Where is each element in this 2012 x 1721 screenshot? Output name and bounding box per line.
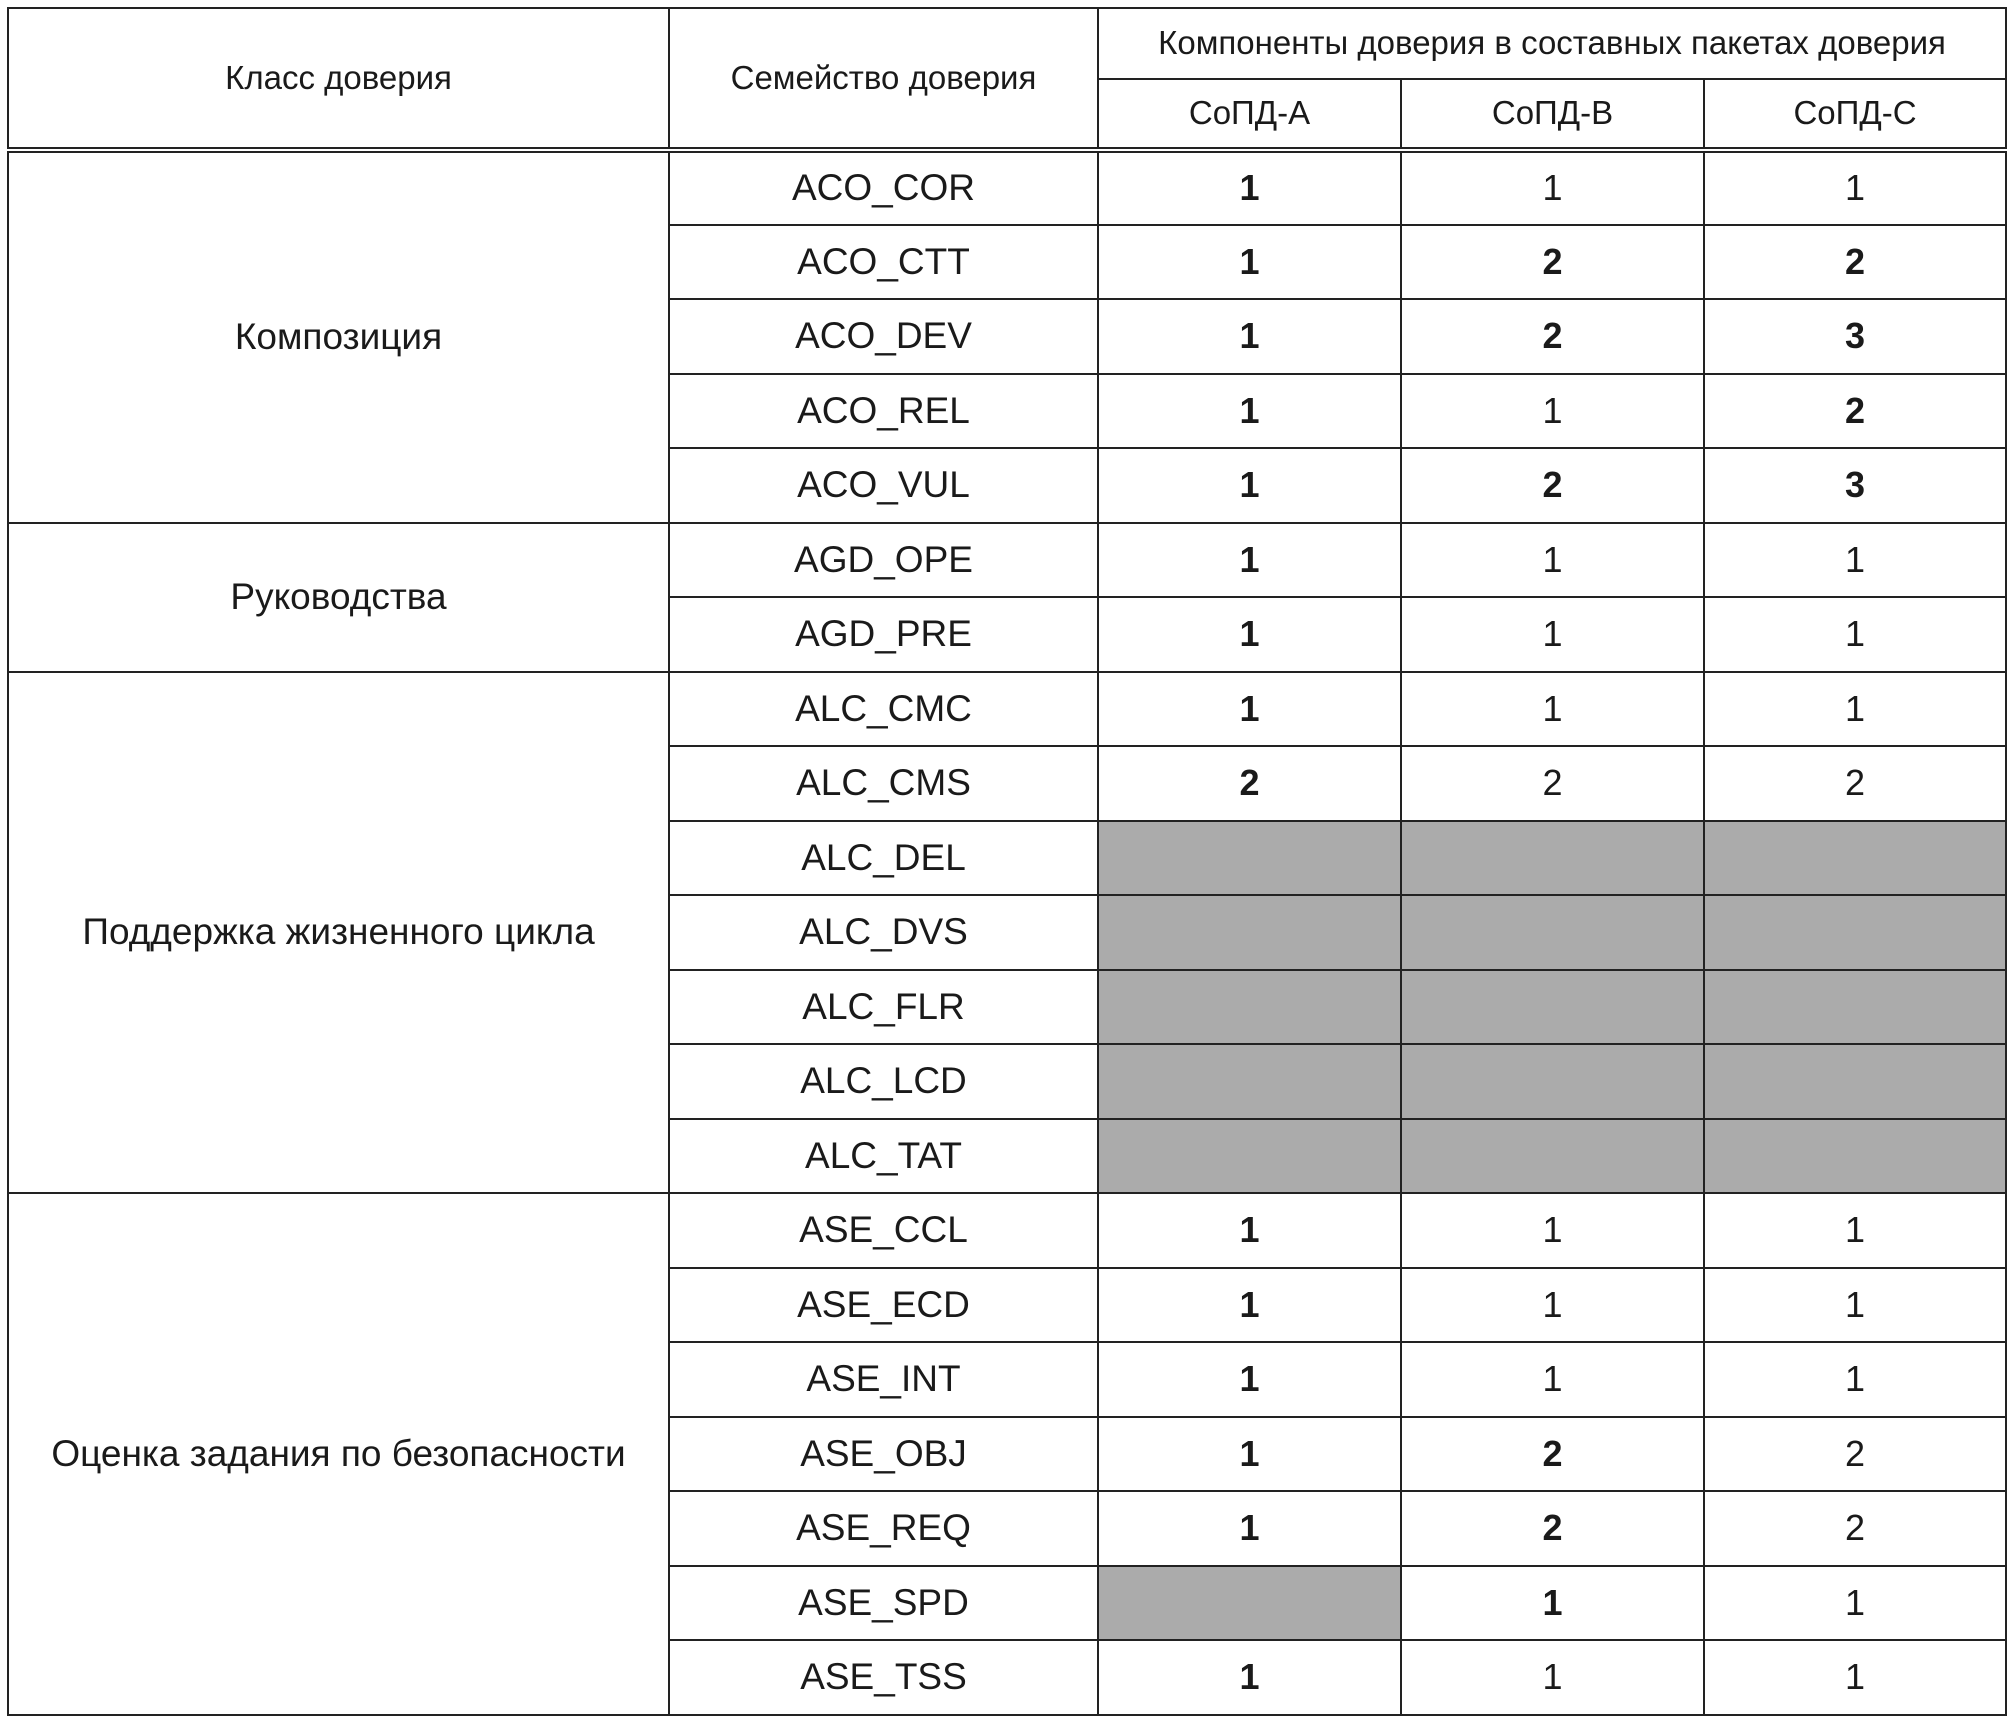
assurance-family-cell: ALC_FLR (669, 970, 1098, 1045)
assurance-family-cell: ALC_TAT (669, 1119, 1098, 1194)
component-value-cell: 1 (1401, 1268, 1704, 1343)
component-value-cell: 1 (1401, 374, 1704, 449)
table-row (8, 150, 2006, 225)
shaded-cell (1401, 1044, 1704, 1119)
header-package-c: СоПД-С (1704, 79, 2006, 150)
assurance-family-cell: ASE_INT (669, 1342, 1098, 1417)
assurance-family-cell: ALC_LCD (669, 1044, 1098, 1119)
assurance-family-cell: ACO_REL (669, 374, 1098, 449)
shaded-cell (1401, 970, 1704, 1045)
component-value-cell: 1 (1704, 672, 2006, 747)
component-value-cell: 1 (1401, 1193, 1704, 1268)
component-value-cell: 1 (1098, 299, 1401, 374)
component-value-cell: 1 (1098, 523, 1401, 598)
component-value-cell: 2 (1401, 448, 1704, 523)
component-value-cell: 1 (1704, 1566, 2006, 1641)
component-value-cell: 1 (1098, 597, 1401, 672)
assurance-family-cell: ACO_DEV (669, 299, 1098, 374)
component-value-cell: 2 (1098, 746, 1401, 821)
component-value-cell: 3 (1704, 448, 2006, 523)
component-value-cell: 2 (1704, 1417, 2006, 1492)
component-value-cell: 1 (1704, 597, 2006, 672)
assurance-family-cell: ASE_SPD (669, 1566, 1098, 1641)
assurance-family-cell: AGD_PRE (669, 597, 1098, 672)
component-value-cell: 1 (1704, 150, 2006, 225)
header-package-a: СоПД-А (1098, 79, 1401, 150)
component-value-cell: 1 (1098, 1417, 1401, 1492)
component-value-cell: 1 (1098, 1491, 1401, 1566)
assurance-family-cell: ALC_CMS (669, 746, 1098, 821)
component-value-cell: 1 (1704, 1193, 2006, 1268)
component-value-cell: 1 (1098, 1268, 1401, 1343)
assurance-class-cell: Руководства (8, 523, 669, 672)
assurance-family-cell: ASE_CCL (669, 1193, 1098, 1268)
table-row (8, 672, 2006, 747)
shaded-cell (1704, 1119, 2006, 1194)
component-value-cell: 1 (1704, 1268, 2006, 1343)
assurance-table-container (7, 7, 2007, 1716)
component-value-cell: 1 (1401, 150, 1704, 225)
component-value-cell: 1 (1704, 1342, 2006, 1417)
component-value-cell: 2 (1401, 299, 1704, 374)
shaded-cell (1704, 895, 2006, 970)
shaded-cell (1098, 1119, 1401, 1194)
component-value-cell: 2 (1401, 1491, 1704, 1566)
component-value-cell: 2 (1401, 746, 1704, 821)
shaded-cell (1401, 895, 1704, 970)
component-value-cell: 1 (1401, 1640, 1704, 1715)
assurance-family-cell: ALC_DEL (669, 821, 1098, 896)
component-value-cell: 1 (1704, 1640, 2006, 1715)
component-value-cell: 1 (1098, 448, 1401, 523)
shaded-cell (1098, 895, 1401, 970)
header-components: Компоненты доверия в составных пакетах доверия (1098, 8, 2006, 79)
assurance-family-cell: ACO_CTT (669, 225, 1098, 300)
component-value-cell: 2 (1401, 225, 1704, 300)
shaded-cell (1704, 821, 2006, 896)
table-row (8, 523, 2006, 598)
shaded-cell (1704, 970, 2006, 1045)
component-value-cell: 1 (1401, 597, 1704, 672)
assurance-class-cell: Композиция (8, 150, 669, 523)
assurance-family-cell: ACO_VUL (669, 448, 1098, 523)
component-value-cell: 2 (1704, 374, 2006, 449)
shaded-cell (1401, 821, 1704, 896)
table-body (8, 150, 2006, 1715)
assurance-family-cell: ALC_CMC (669, 672, 1098, 747)
header-assurance-class: Класс доверия (8, 8, 669, 150)
assurance-class-cell: Оценка задания по безопасности (8, 1193, 669, 1715)
assurance-table (7, 7, 2007, 1716)
table-row (8, 1193, 2006, 1268)
assurance-family-cell: ASE_ECD (669, 1268, 1098, 1343)
shaded-cell (1704, 1044, 2006, 1119)
assurance-family-cell: ASE_TSS (669, 1640, 1098, 1715)
component-value-cell: 1 (1098, 1193, 1401, 1268)
component-value-cell: 1 (1401, 1342, 1704, 1417)
component-value-cell: 1 (1098, 1640, 1401, 1715)
component-value-cell: 1 (1098, 672, 1401, 747)
component-value-cell: 3 (1704, 299, 2006, 374)
assurance-class-cell: Поддержка жизненного цикла (8, 672, 669, 1194)
component-value-cell: 1 (1098, 150, 1401, 225)
assurance-family-cell: ACO_COR (669, 150, 1098, 225)
shaded-cell (1098, 970, 1401, 1045)
assurance-family-cell: ALC_DVS (669, 895, 1098, 970)
assurance-family-cell: AGD_OPE (669, 523, 1098, 598)
component-value-cell: 2 (1704, 225, 2006, 300)
header-assurance-family: Семейство доверия (669, 8, 1098, 150)
component-value-cell: 1 (1401, 1566, 1704, 1641)
component-value-cell: 2 (1401, 1417, 1704, 1492)
shaded-cell (1098, 1044, 1401, 1119)
header-package-b: СоПД-В (1401, 79, 1704, 150)
assurance-family-cell: ASE_OBJ (669, 1417, 1098, 1492)
shaded-cell (1098, 821, 1401, 896)
component-value-cell: 1 (1098, 374, 1401, 449)
component-value-cell: 1 (1401, 672, 1704, 747)
component-value-cell: 1 (1098, 1342, 1401, 1417)
shaded-cell (1098, 1566, 1401, 1641)
assurance-family-cell: ASE_REQ (669, 1491, 1098, 1566)
component-value-cell: 2 (1704, 746, 2006, 821)
component-value-cell: 1 (1401, 523, 1704, 598)
component-value-cell: 1 (1098, 225, 1401, 300)
component-value-cell: 1 (1704, 523, 2006, 598)
shaded-cell (1401, 1119, 1704, 1194)
component-value-cell: 2 (1704, 1491, 2006, 1566)
